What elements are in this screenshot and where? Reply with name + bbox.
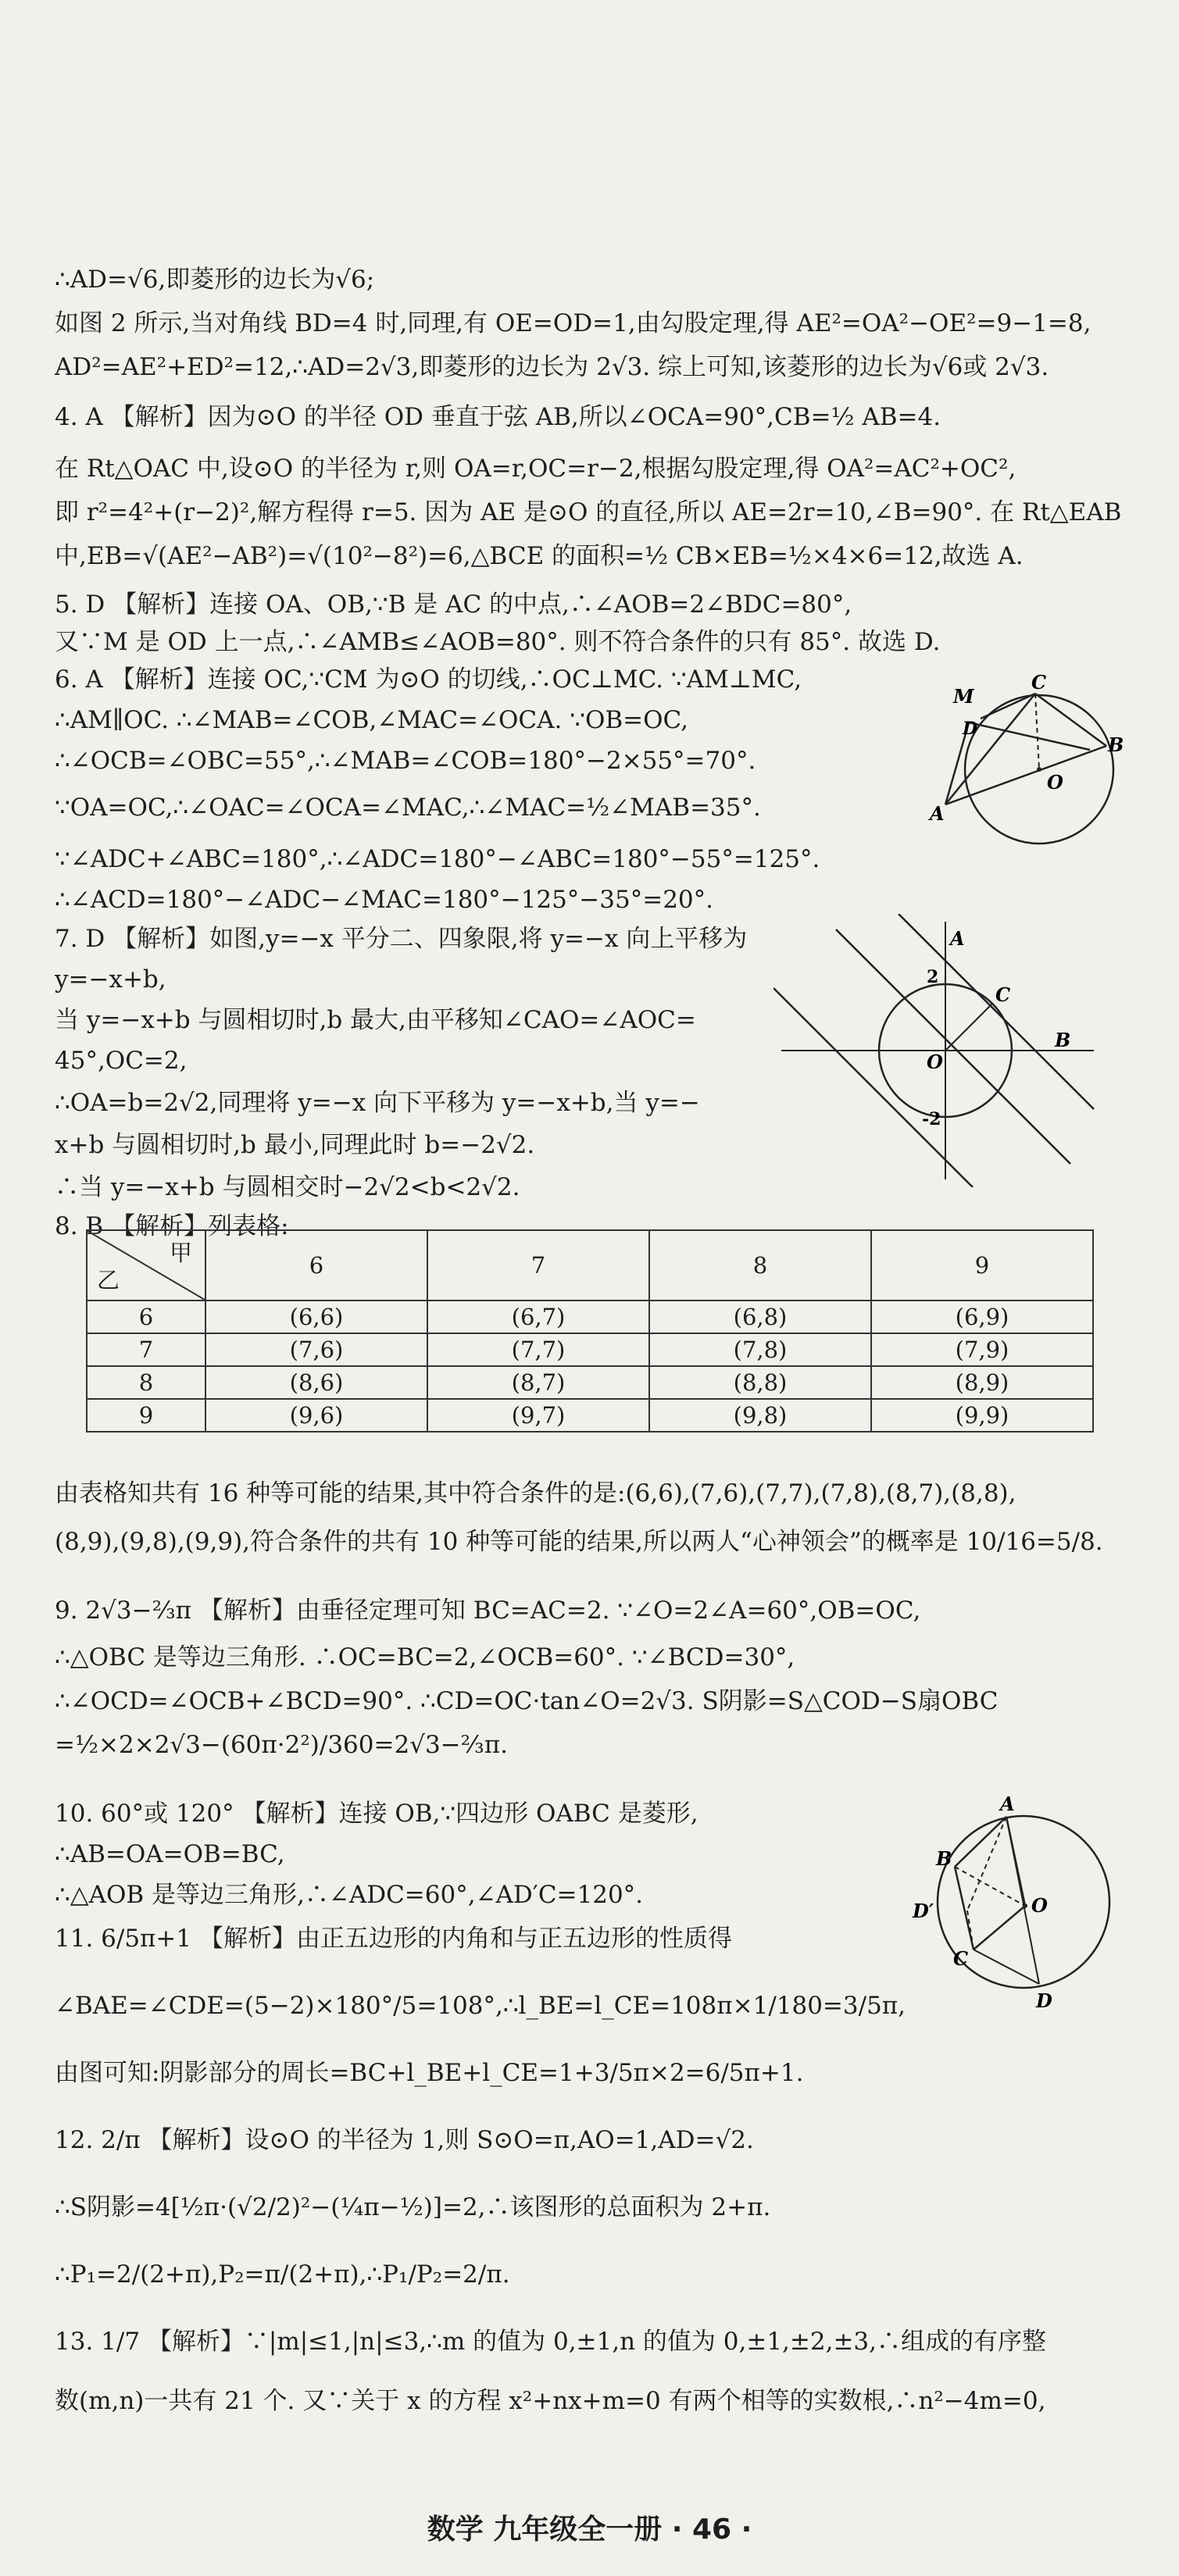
- text-line: 45°,OC=2,: [55, 1047, 188, 1075]
- text-line: ∴P₁=2/(2+π),P₂=π/(2+π),∴P₁/P₂=2/π.: [55, 2260, 510, 2289]
- text-line: 由表格知共有 16 种等可能的结果,其中符合条件的是:(6,6),(7,6),(7,7),(7,8),(8,7),(8,8),: [55, 1479, 1016, 1507]
- fig10-label-o: O: [1031, 1894, 1048, 1917]
- fig10-label-a: A: [1000, 1793, 1015, 1815]
- text-line: 即 r²=4²+(r−2)²,解方程得 r=5. 因为 AE 是⊙O 的直径,所以 AE=2r=10,∠B=90°. 在 Rt△EAB: [55, 498, 1122, 526]
- text-line: 当 y=−x+b 与圆相切时,b 最大,由平移知∠CAO=∠AOC=: [55, 1006, 696, 1034]
- text-line: ∴OA=b=2√2,同理将 y=−x 向下平移为 y=−x+b,当 y=−: [55, 1089, 700, 1117]
- fig10-label-b: B: [936, 1847, 952, 1870]
- row-label: 6: [87, 1300, 205, 1333]
- text-line: 7. D 【解析】如图,y=−x 平分二、四象限,将 y=−x 向上平移为: [55, 925, 748, 953]
- table-cell: (6,6): [205, 1300, 427, 1333]
- fig10-label-c: C: [953, 1947, 969, 1970]
- text-line: 13. 1/7 【解析】∵|m|≤1,|n|≤3,∴m 的值为 0,±1,n 的值为 0,±1,±2,±3,∴组成的有序整: [55, 2328, 1046, 2356]
- row-label: 8: [87, 1366, 205, 1399]
- table-cell: (8,8): [649, 1366, 871, 1399]
- fig6-label-m: M: [953, 685, 974, 708]
- text-line: 如图 2 所示,当对角线 BD=4 时,同理,有 OE=OD=1,由勾股定理,得 AE²=OA²−OE²=9−1=8,: [55, 309, 1091, 337]
- table-cell: (6,8): [649, 1300, 871, 1333]
- table-header-cell: 6: [205, 1230, 427, 1300]
- table-header-cell: 8: [649, 1230, 871, 1300]
- text-line: ∴当 y=−x+b 与圆相交时−2√2<b<2√2.: [55, 1173, 520, 1201]
- row-label: 9: [87, 1399, 205, 1432]
- table-cell: (9,6): [205, 1399, 427, 1432]
- text-line: 在 Rt△OAC 中,设⊙O 的半径为 r,则 OA=r,OC=r−2,根据勾股定理,得 OA²=AC²+OC²,: [55, 455, 1016, 483]
- table-cell: (7,8): [649, 1333, 871, 1366]
- text-line: 数(m,n)一共有 21 个. 又∵关于 x 的方程 x²+nx+m=0 有两个相等的实数根,∴n²−4m=0,: [55, 2387, 1046, 2415]
- text-line: ∴AB=OA=OB=BC,: [55, 1840, 285, 1868]
- text-line: x+b 与圆相切时,b 最小,同理此时 b=−2√2.: [55, 1131, 535, 1159]
- fig10-label-d-prime: D′: [913, 1900, 934, 1922]
- fig10-label-d: D: [1036, 1989, 1052, 2012]
- text-line: AD²=AE²+ED²=12,∴AD=2√3,即菱形的边长为 2√3. 综上可知,该菱形的边长为√6或 2√3.: [55, 353, 1049, 381]
- table-cell: (8,9): [871, 1366, 1093, 1399]
- text-line: ∴△OBC 是等边三角形. ∴OC=BC=2,∠OCB=60°. ∵∠BCD=30°,: [55, 1643, 795, 1672]
- text-line: 11. 6/5π+1 【解析】由正五边形的内角和与正五边形的性质得: [55, 1925, 732, 1953]
- text-line: ∴∠OCD=∠OCB+∠BCD=90°. ∴CD=OC·tan∠O=2√3. S阴影=S△COD−S扇OBC: [55, 1687, 999, 1715]
- fig6-label-a: A: [930, 802, 945, 825]
- table-row: [87, 1333, 1093, 1366]
- table-cell: (9,9): [871, 1399, 1093, 1432]
- text-line: ∠BAE=∠CDE=(5−2)×180°/5=108°,∴l_BE=l_CE=108π×1/180=3/5π,: [55, 1992, 906, 2020]
- table-row: [87, 1366, 1093, 1399]
- text-line: =½×2×2√3−(60π·2²)/360=2√3−⅔π.: [55, 1731, 508, 1759]
- text-line: ∴AM∥OC. ∴∠MAB=∠COB,∠MAC=∠OCA. ∵OB=OC,: [55, 706, 689, 734]
- table-header-cell: 9: [871, 1230, 1093, 1300]
- text-line: ∴∠OCB=∠OBC=55°,∴∠MAB=∠COB=180°−2×55°=70°.: [55, 747, 756, 775]
- table-cell: (6,7): [427, 1300, 649, 1333]
- text-line: 9. 2√3−⅔π 【解析】由垂径定理可知 BC=AC=2. ∵∠O=2∠A=60°,OB=OC,: [55, 1597, 921, 1625]
- table-corner: [87, 1230, 205, 1300]
- text-line: ∴AD=√6,即菱形的边长为√6;: [55, 266, 375, 294]
- figure-problem-10: [899, 1789, 1133, 2015]
- text-line: 又∵M 是 OD 上一点,∴∠AMB≤∠AOB=80°. 则不符合条件的只有 85°. 故选 D.: [55, 628, 941, 656]
- text-line: 中,EB=√(AE²−AB²)=√(10²−8²)=6,△BCE 的面积=½ CB×EB=½×4×6=12,故选 A.: [55, 542, 1024, 570]
- text-line: 5. D 【解析】连接 OA、OB,∵B 是 AC 的中点,∴∠AOB=2∠BDC=80°,: [55, 590, 852, 619]
- fig7-label-c: C: [995, 983, 1011, 1006]
- table-cell: (6,9): [871, 1300, 1093, 1333]
- table-cell: (8,7): [427, 1366, 649, 1399]
- fig6-label-d: D: [963, 719, 978, 739]
- row-label: 7: [87, 1333, 205, 1366]
- table-cell: (7,7): [427, 1333, 649, 1366]
- table-header-cell: 7: [427, 1230, 649, 1300]
- table-cell: (7,9): [871, 1333, 1093, 1366]
- fig7-label-b: B: [1055, 1029, 1071, 1051]
- figure-problem-7: [773, 914, 1102, 1187]
- text-line: ∵OA=OC,∴∠OAC=∠OCA=∠MAC,∴∠MAC=½∠MAB=35°.: [55, 794, 761, 822]
- text-line: ∴∠ACD=180°−∠ADC−∠MAC=180°−125°−35°=20°.: [55, 886, 713, 914]
- outcome-table: [86, 1229, 1094, 1432]
- text-line: ∵∠ADC+∠ABC=180°,∴∠ADC=180°−∠ABC=180°−55°=125°.: [55, 845, 820, 873]
- text-line: (8,9),(9,8),(9,9),符合条件的共有 10 种等可能的结果,所以两人“心神领会”的概率是 10/16=5/8.: [55, 1528, 1103, 1556]
- text-line: 由图可知:阴影部分的周长=BC+l_BE+l_CE=1+3/5π×2=6/5π+1.: [55, 2059, 804, 2087]
- text-line: 4. A 【解析】因为⊙O 的半径 OD 垂直于弦 AB,所以∠OCA=90°,CB=½ AB=4.: [55, 403, 941, 431]
- page-footer: 数学 九年级全一册 · 46 ·: [427, 2514, 752, 2546]
- text-line: ∴S阴影=4[½π·(√2/2)²−(¼π−½)]=2,∴该图形的总面积为 2+π.: [55, 2193, 771, 2221]
- corner-label-jia: 甲: [169, 1240, 192, 1266]
- table-header-row: [87, 1230, 1093, 1300]
- fig7-label-o: O: [927, 1051, 943, 1073]
- table-cell: (9,8): [649, 1399, 871, 1432]
- corner-label-yi: 乙: [97, 1267, 120, 1293]
- fig6-label-b: B: [1108, 733, 1124, 756]
- table-cell: (8,6): [205, 1366, 427, 1399]
- text-line: 6. A 【解析】连接 OC,∵CM 为⊙O 的切线,∴OC⊥MC. ∵AM⊥MC,: [55, 665, 802, 694]
- fig6-label-o: O: [1047, 771, 1063, 794]
- fig7-label-neg2: -2: [922, 1109, 941, 1129]
- fig7-label-2: 2: [927, 967, 939, 987]
- text-line: 12. 2/π 【解析】设⊙O 的半径为 1,则 S⊙O=π,AO=1,AD=√2.: [55, 2126, 754, 2154]
- fig6-label-c: C: [1031, 671, 1047, 694]
- text-line: y=−x+b,: [55, 965, 166, 994]
- text-line: 8. B 【解析】列表格:: [55, 1212, 289, 1240]
- figure-problem-6: [922, 656, 1125, 851]
- table-cell: (7,6): [205, 1333, 427, 1366]
- text-line: ∴△AOB 是等边三角形,∴∠ADC=60°,∠AD′C=120°.: [55, 1881, 644, 1909]
- table-row: [87, 1399, 1093, 1432]
- table-row: [87, 1300, 1093, 1333]
- fig7-label-a: A: [950, 927, 965, 950]
- text-line: 10. 60°或 120° 【解析】连接 OB,∵四边形 OABC 是菱形,: [55, 1800, 698, 1828]
- table-cell: (9,7): [427, 1399, 649, 1432]
